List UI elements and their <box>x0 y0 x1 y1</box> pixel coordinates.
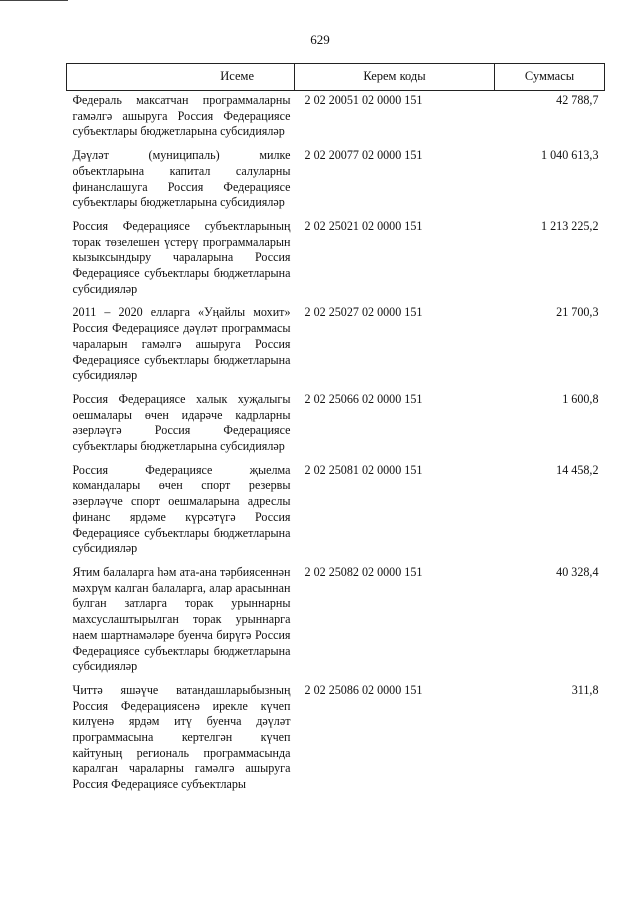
row-code: 2 02 25086 02 0000 151 <box>304 682 423 697</box>
row-sum: 42 788,7 <box>556 93 599 107</box>
row-name: 2011 – 2020 елларга «Уңайлы мохит» Россия Федерациясе дәүләт программасы чараларын гамәлгә ашыруга Россия Федерациясе субъектлары бюджетларына субсидияләр <box>72 305 291 383</box>
row-code: 2 02 25066 02 0000 151 <box>304 391 423 406</box>
budget-table <box>66 63 605 801</box>
scan-mark <box>0 0 68 1</box>
row-name: Россия Федерациясе халык хуҗалыгы оешмалары өчен идарәче кадрларны әзерләүгә Россия Федерациясе субъектлары бюджетларына субсидияләр <box>72 391 291 454</box>
row-sum: 40 328,4 <box>556 564 599 579</box>
row-sum: 1 040 613,3 <box>541 148 599 163</box>
table-row <box>67 93 605 148</box>
row-sum: 311,8 <box>571 682 599 697</box>
page-number: 629 <box>310 32 330 47</box>
table-row <box>67 392 605 463</box>
row-name: Россия Федерациясе җыелма командалары өчен спорт резервы әзерләүче спорт оешмаларына адреслы финанс ярдәме күрсәтүгә Россия Федерациясе субъектлары бюджетларына субсидияләр <box>72 462 291 556</box>
row-sum: 21 700,3 <box>556 305 599 320</box>
row-code: 2 02 25021 02 0000 151 <box>304 218 423 233</box>
table-row <box>67 463 605 565</box>
header-name: Исеме <box>67 64 295 91</box>
row-sum: 1 213 225,2 <box>541 218 599 233</box>
row-name: Дәүләт (муниципаль) милке объектларына капитал салуларны финанслашуга Россия Федерациясе субъектлары бюджетларына субсидияләр <box>72 148 291 210</box>
header-code: Керем коды <box>295 64 495 91</box>
row-code: 2 02 25081 02 0000 151 <box>304 462 423 477</box>
row-code: 2 02 25082 02 0000 151 <box>304 564 423 579</box>
table-row <box>67 148 605 219</box>
row-name: Ятим балаларга һәм ата-ана тәрбиясеннән мәхрүм калган балаларга, алар арасыннан булган затларга торак урыннарны махсуслаштырылган торак урыннарга наем шартнамәләре буенча бирүгә Россия Федерациясе субъектлары бюджетларына субсидияләр <box>72 564 291 674</box>
row-sum: 1 600,8 <box>562 391 599 406</box>
table-row <box>67 305 605 392</box>
row-code: 2 02 20051 02 0000 151 <box>304 93 423 107</box>
row-name: Читтә яшәүче ватандашларыбызның Россия Федерациясенә ирекле күчеп килүенә ярдәм итү буенча дәүләт программасына кертелгән күчеп кайтуның региональ программасында каралган чараларны гамәлгә ашыруга Россия Федерациясе субъектлары <box>72 682 291 792</box>
table-row <box>67 565 605 683</box>
header-sum: Суммасы <box>495 64 605 91</box>
row-sum: 14 458,2 <box>556 462 599 477</box>
row-code: 2 02 25027 02 0000 151 <box>304 305 423 320</box>
table-row <box>67 683 605 801</box>
row-name: Россия Федерациясе субъектларының торак төзелешен үстерү программаларын кызыксындыру чараларына Россия Федерациясе субъектлары бюджетларына субсидияләр <box>72 218 291 296</box>
table-row <box>67 219 605 306</box>
table-header-row <box>67 64 605 91</box>
row-name: Федераль максатчан программаларны гамәлгә ашыруга Россия Федерациясе субъектлары бюджетларына субсидияләр <box>72 93 291 139</box>
row-code: 2 02 20077 02 0000 151 <box>304 148 423 163</box>
